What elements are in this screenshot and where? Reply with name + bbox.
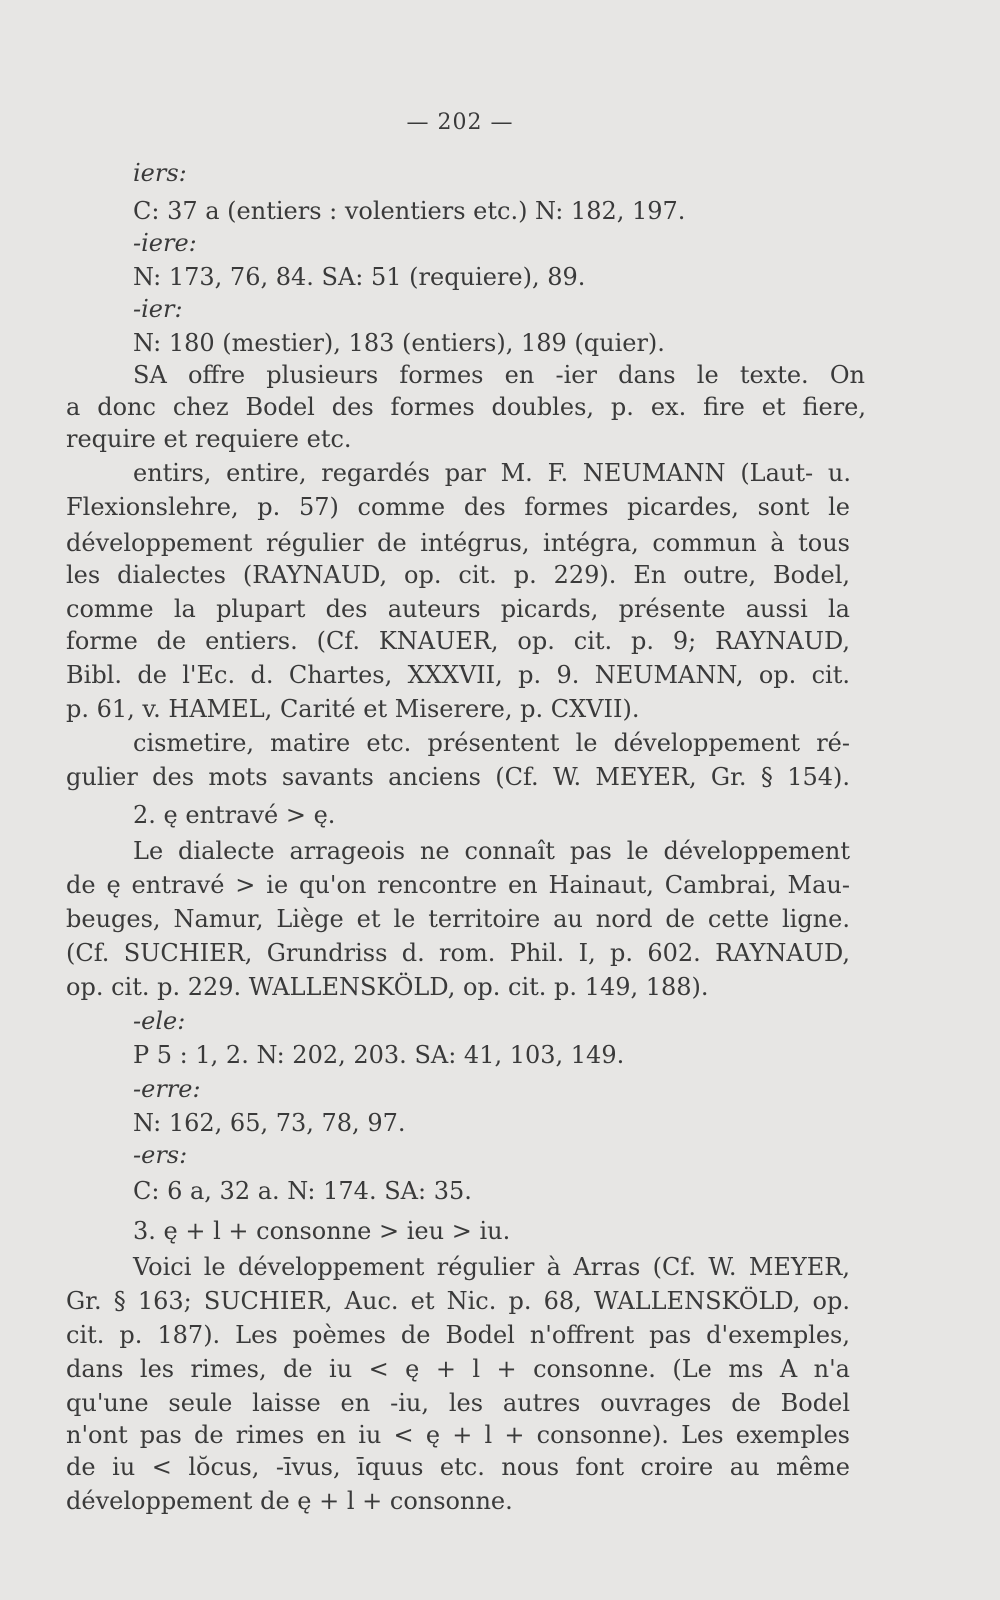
text-line: beuges, Namur, Liège et le territoire au nord de cette ligne. <box>66 905 850 933</box>
text-line: Bibl. de l'Ec. d. Chartes, XXXVII, p. 9. NEUMANN, op. cit. <box>66 661 850 689</box>
text-line: Gr. § 163; SUCHIER, Auc. et Nic. p. 68, WALLENSKÖLD, op. <box>66 1287 850 1315</box>
text-line: cit. p. 187). Les poèmes de Bodel n'offrent pas d'exemples, <box>66 1321 850 1349</box>
text-line: Flexionslehre, p. 57) comme des formes picardes, sont le <box>66 493 850 521</box>
text-line: gulier des mots savants anciens (Cf. W. MEYER, Gr. § 154). <box>66 763 850 791</box>
text-line: (Cf. SUCHIER, Grundriss d. rom. Phil. I, p. 602. RAYNAUD, <box>66 939 850 967</box>
text-line: SA offre plusieurs formes en -ier dans le texte. On <box>133 361 865 389</box>
text-line: require et requiere etc. <box>66 425 352 453</box>
text-line: N: 173, 76, 84. SA: 51 (requiere), 89. <box>133 263 586 291</box>
section-heading-3: 3. ę + l + consonne > ieu > iu. <box>133 1217 511 1245</box>
text-line: n'ont pas de rimes en iu < ę + l + consonne). Les exemples <box>66 1421 850 1449</box>
text-line: dans les rimes, de iu < ę + l + consonne. (Le ms A n'a <box>66 1355 850 1383</box>
text-line: de iu < lŏcus, -īvus, īquus etc. nous font croire au même <box>66 1453 850 1481</box>
text-line: N: 162, 65, 73, 78, 97. <box>133 1109 406 1137</box>
text-line: C: 6 a, 32 a. N: 174. SA: 35. <box>133 1177 472 1205</box>
text-line: développement régulier de intégrus, intégra, commun à tous <box>66 529 850 557</box>
text-line: p. 61, v. HAMEL, Carité et Miserere, p. CXVII). <box>66 695 640 723</box>
suffix-heading-iers: iers: <box>133 159 187 187</box>
suffix-heading-ele: -ele: <box>133 1007 186 1035</box>
text-line: N: 180 (mestier), 183 (entiers), 189 (quier). <box>133 329 665 357</box>
suffix-heading-iere: -iere: <box>133 229 197 257</box>
text-line: a donc chez Bodel des formes doubles, p. ex. fire et fiere, <box>66 393 866 421</box>
section-heading-2: 2. ę entravé > ę. <box>133 801 336 829</box>
text-line: Voici le développement régulier à Arras (Cf. W. MEYER, <box>133 1253 850 1281</box>
text-line: entirs, entire, regardés par M. F. NEUMANN (Laut- u. <box>133 459 851 487</box>
text-line: op. cit. p. 229. WALLENSKÖLD, op. cit. p. 149, 188). <box>66 973 709 1001</box>
text-line: P 5 : 1, 2. N: 202, 203. SA: 41, 103, 149. <box>133 1041 625 1069</box>
suffix-heading-ier: -ier: <box>133 295 183 323</box>
text-line: de ę entravé > ie qu'on rencontre en Hainaut, Cambrai, Mau- <box>66 871 850 899</box>
text-line: forme de entiers. (Cf. KNAUER, op. cit. p. 9; RAYNAUD, <box>66 627 850 655</box>
suffix-heading-ers: -ers: <box>133 1141 188 1169</box>
text-line: les dialectes (RAYNAUD, op. cit. p. 229). En outre, Bodel, <box>66 561 850 589</box>
suffix-heading-erre: -erre: <box>133 1075 201 1103</box>
text-line: C: 37 a (entiers : volentiers etc.) N: 182, 197. <box>133 197 686 225</box>
page-number: — 202 — <box>406 110 514 135</box>
text-line: qu'une seule laisse en -iu, les autres ouvrages de Bodel <box>66 1389 850 1417</box>
text-line: cismetire, matire etc. présentent le développement ré- <box>133 729 850 757</box>
text-line: Le dialecte arrageois ne connaît pas le développement <box>133 837 850 865</box>
text-line: développement de ę + l + consonne. <box>66 1487 513 1515</box>
text-line: comme la plupart des auteurs picards, présente aussi la <box>66 595 850 623</box>
